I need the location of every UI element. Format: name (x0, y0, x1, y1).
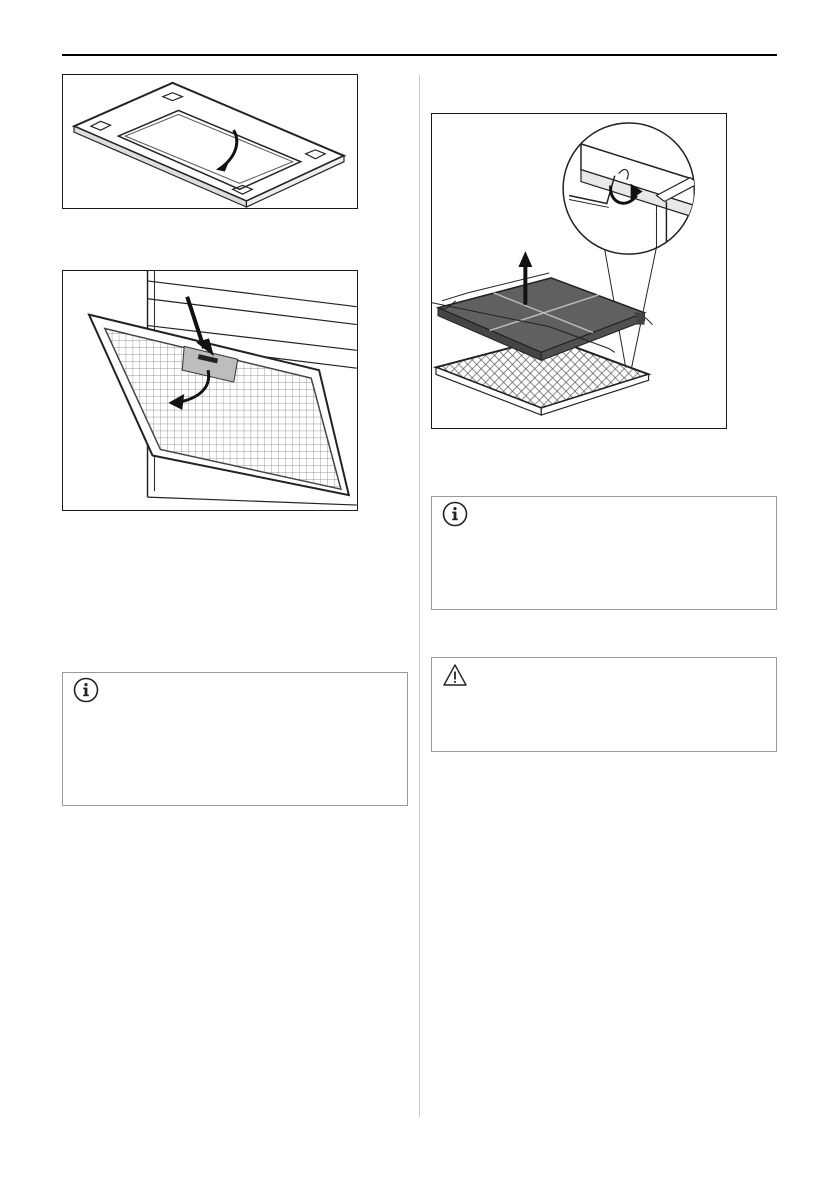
grease-filter-illustration (63, 271, 357, 510)
info-icon (442, 501, 468, 527)
warning-note-box (431, 657, 777, 752)
top-rule (62, 54, 777, 56)
figure-grease-filter (62, 270, 358, 511)
info-icon (73, 677, 99, 703)
info-note-box-left (62, 672, 408, 806)
column-separator (419, 75, 420, 1117)
charcoal-filter-illustration (432, 114, 726, 428)
hood-underside-illustration (63, 75, 357, 208)
figure-hood-underside (62, 74, 358, 209)
warning-icon (442, 662, 468, 688)
info-note-box-right (431, 496, 777, 610)
figure-charcoal-filter (431, 113, 727, 429)
